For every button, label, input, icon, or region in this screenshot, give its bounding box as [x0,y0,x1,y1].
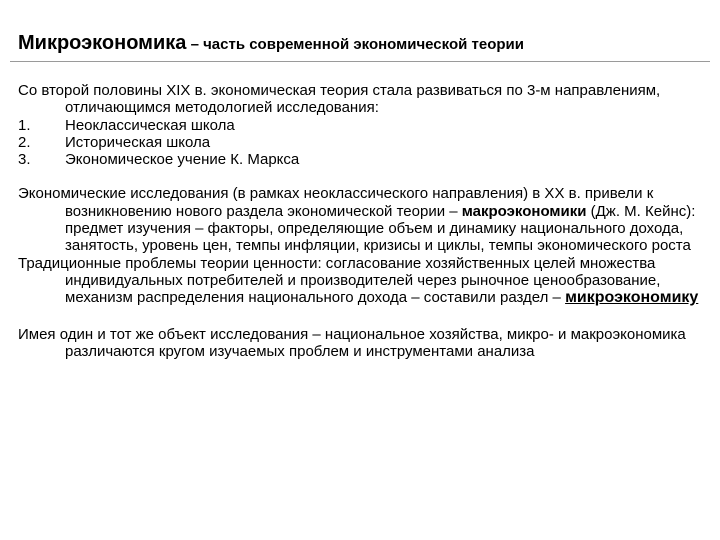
title-main: Микроэкономика [18,32,187,54]
list-number: 3. [18,151,31,169]
closing-paragraph: Имея один и тот же объект исследования – национальное хозяйства, микро- и макроэкономика различаются кругом изучаемых проблем и инструментами анализа [18,325,686,360]
macro-term: макроэкономики [461,202,587,220]
micro-term: микроэкономику [565,289,699,307]
slide-body [18,82,710,360]
list-number: 2. [18,133,31,151]
schools-list [18,117,710,169]
title-divider [10,61,710,62]
list-number: 1. [18,116,31,134]
page-title [18,33,524,55]
list-label: Экономическое учение К. Маркса [65,151,300,169]
macro-paragraph [18,185,710,254]
micro-paragraph [18,255,710,307]
macro-text-before: Экономические исследования (в рамках неоклассического направления) в XX в. привели к возникновению нового раздела экономической теории – [18,185,654,220]
title-subtitle: – часть современной экономической теории [186,36,524,53]
intro-paragraph: Со второй половины XIX в. экономическая теория стала развиваться по 3-м направлениям, отличающимся методологией исследования: [18,82,661,117]
list-item [18,117,710,134]
list-label: Неоклассическая школа [65,116,235,134]
list-label: Историческая школа [65,133,211,151]
micro-text-before: Традиционные проблемы теории ценности: согласование хозяйственных целей множества индивидуальных потребителей и производителей через рыночное ценообразование, механизм распределения национального дохода – составили раздел – [18,254,661,307]
macro-text-after: (Дж. М. Кейнс): предмет изучения – факторы, определяющие объем и динамику национального дохода, занятость, уровень цен, темпы инфляции, кризисы и циклы, темпы экономического роста [65,202,696,255]
list-item [18,151,710,168]
list-item [18,134,710,151]
